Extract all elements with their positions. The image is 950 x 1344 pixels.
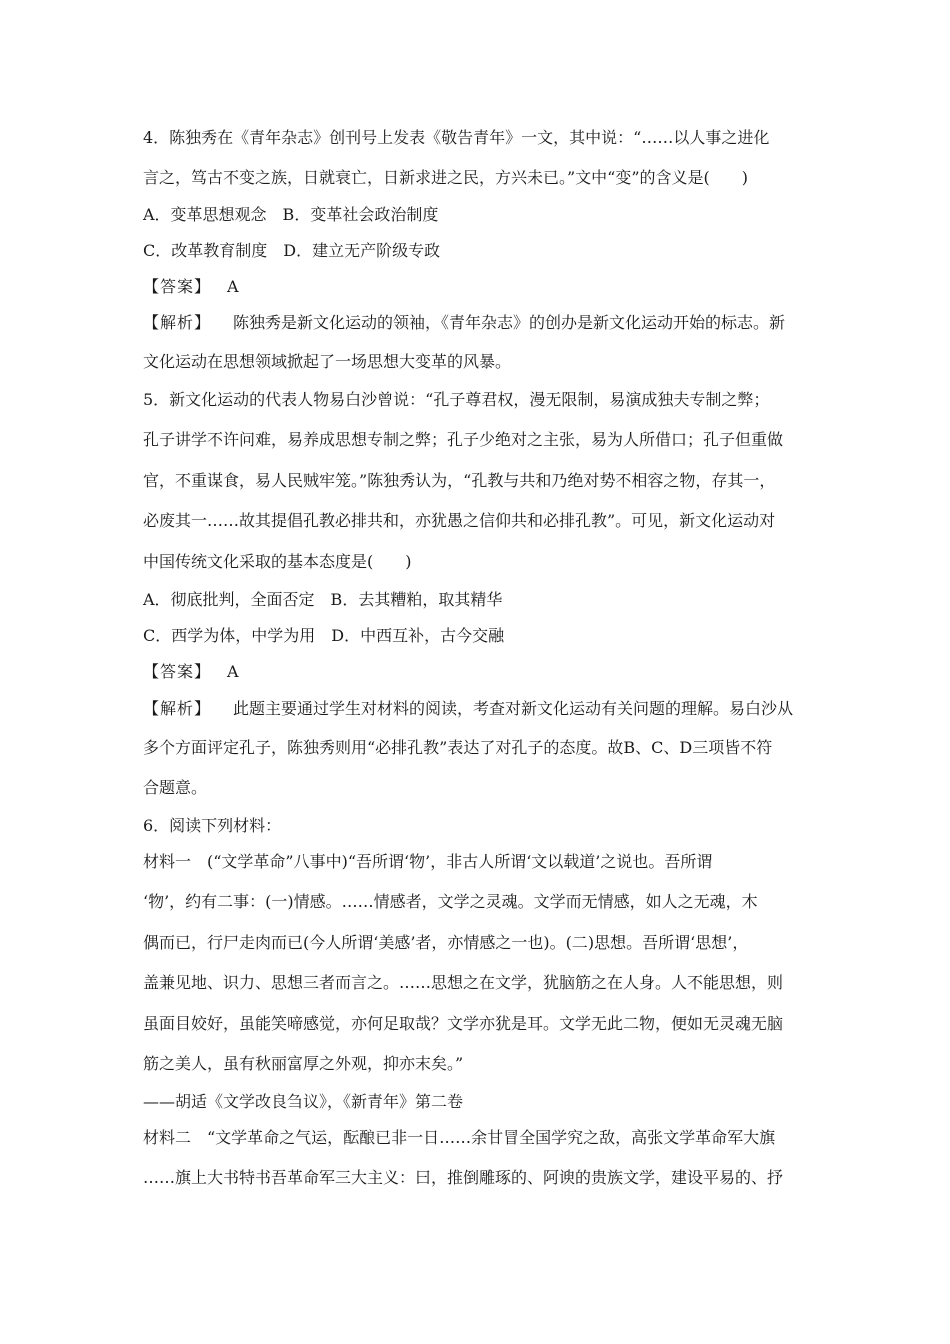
q4-analysis-line-1 bbox=[143, 313, 785, 333]
q4-stem-line-1: 4．陈独秀在《青年杂志》创刊号上发表《敬告青年》一文，其中说：“……以人事之进化 bbox=[143, 128, 770, 147]
q6-material1-source: ——胡适《文学改良刍议》，《新青年》第二卷 bbox=[143, 1092, 464, 1111]
q5-options-ab: A．彻底批判，全面否定 B．去其糟粕，取其精华 bbox=[143, 590, 503, 609]
q5-analysis-line-2: 多个方面评定孔子，陈独秀则用“必排孔教”表达了对孔子的态度。故B、C、D三项皆不符 bbox=[143, 738, 773, 757]
q5-stem-line-2: 孔子讲学不许问难，易养成思想专制之弊；孔子少绝对之主张，易为人所借口；孔子但重做 bbox=[143, 430, 784, 449]
q5-stem-line-3: 官，不重谋食，易人民贼牢笼。”陈独秀认为，“孔教与共和乃绝对势不相容之物，存其一， bbox=[143, 471, 776, 490]
q6-material1-line-4: 盖兼见地、识力、思想三者而言之。……思想之在文学，犹脑筋之在人身。人不能思想，则 bbox=[143, 973, 784, 992]
q6-material2-line-1: 材料二 “文学革命之气运，酝酿已非一日……余甘冒全国学究之敌，高张文学革命军大旗 bbox=[143, 1128, 776, 1147]
q5-analysis-line-1 bbox=[143, 699, 793, 719]
q6-material2-line-2: ……旗上大书特书吾革命军三大主义：曰，推倒雕琢的、阿谀的贵族文学，建设平易的、抒 bbox=[143, 1168, 784, 1187]
answer-value: A bbox=[227, 662, 239, 681]
analysis-label: 【解析】 bbox=[143, 313, 212, 332]
q5-analysis-line-3: 合题意。 bbox=[143, 778, 208, 797]
analysis-text: 陈独秀是新文化运动的领袖，《青年杂志》的创办是新文化运动开始的标志。新 bbox=[233, 313, 786, 332]
q6-material1-line-6: 筋之美人，虽有秋丽富厚之外观，抑亦末矣。” bbox=[143, 1054, 464, 1073]
answer-label: 【答案】 bbox=[143, 662, 212, 681]
q6-material1-line-1: 材料一 (“文学革命”八事中)“吾所谓‘物’，非古人所谓‘文以载道’之说也。吾所谓 bbox=[143, 852, 713, 871]
q4-stem-line-2: 言之，笃古不变之族，日就衰亡，日新求进之民，方兴未已。”文中“变”的含义是( ) bbox=[143, 168, 749, 187]
analysis-label: 【解析】 bbox=[143, 699, 212, 718]
q5-options-cd: C．西学为体，中学为用 D．中西互补，古今交融 bbox=[143, 626, 505, 645]
q5-stem-line-5: 中国传统文化采取的基本态度是( ) bbox=[143, 552, 412, 571]
q6-material1-line-3: 偶而已，行尸走肉而已(今人所谓‘美感’者，亦情感之一也)。(二)思想。吾所谓‘思想’， bbox=[143, 933, 749, 952]
q4-options-ab: A．变革思想观念 B．变革社会政治制度 bbox=[143, 205, 439, 224]
q4-analysis-line-2: 文化运动在思想领域掀起了一场思想大变革的风暴。 bbox=[143, 352, 512, 371]
q6-intro: 6．阅读下列材料： bbox=[143, 816, 282, 835]
q5-stem-line-1: 5．新文化运动的代表人物易白沙曾说：“孔子尊君权，漫无限制，易演成独夫专制之弊； bbox=[143, 390, 770, 409]
q5-stem-line-4: 必废其一……故其提倡孔教必排共和，亦犹愚之信仰共和必排孔教”。可见，新文化运动对 bbox=[143, 511, 776, 530]
q6-material1-line-5: 虽面目姣好，虽能笑啼感觉，亦何足取哉？文学亦犹是耳。文学无此二物，便如无灵魂无脑 bbox=[143, 1014, 784, 1033]
answer-value: A bbox=[227, 277, 239, 296]
q4-options-cd: C．改革教育制度 D．建立无产阶级专政 bbox=[143, 241, 441, 260]
q5-answer bbox=[143, 662, 239, 682]
q6-material1-line-2: ‘物’，约有二事：(一)情感。……情感者，文学之灵魂。文学而无情感，如人之无魂，木 bbox=[143, 892, 758, 911]
q4-answer bbox=[143, 277, 239, 297]
answer-label: 【答案】 bbox=[143, 277, 212, 296]
analysis-text: 此题主要通过学生对材料的阅读，考查对新文化运动有关问题的理解。易白沙从 bbox=[233, 699, 794, 718]
